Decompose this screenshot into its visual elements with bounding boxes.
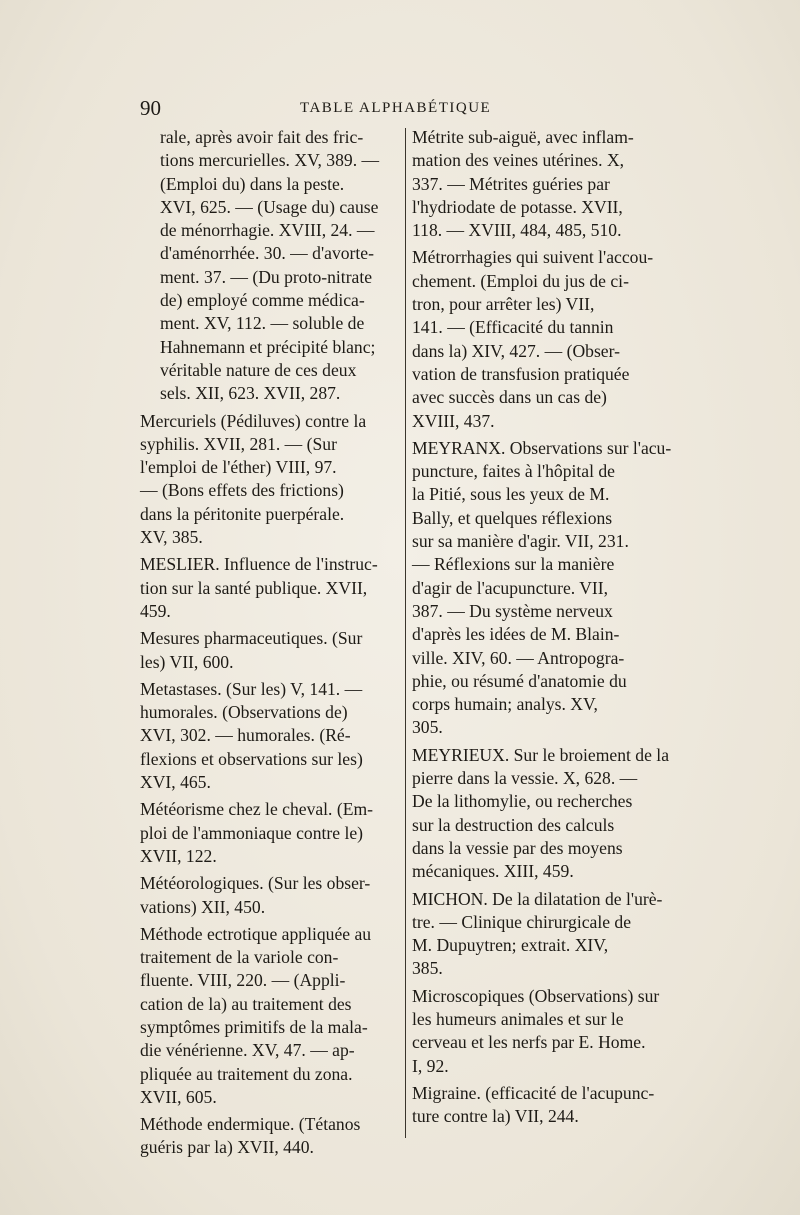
entry-line: Migraine. (efficacité de l'acupunc- bbox=[412, 1082, 655, 1103]
entry-line: les humeurs animales et sur le bbox=[412, 1008, 624, 1029]
entry-line: 305. bbox=[412, 717, 443, 738]
entry-line: sels. XII, 623. XVII, 287. bbox=[160, 383, 341, 404]
entry-line: sur la destruction des calculs bbox=[412, 814, 615, 835]
index-entry bbox=[140, 798, 400, 868]
index-entry bbox=[140, 627, 400, 674]
entry-line: 385. bbox=[412, 958, 443, 979]
entry-line: 459. bbox=[140, 600, 171, 621]
entry-line: — (Bons effets des frictions) bbox=[140, 480, 344, 501]
entry-line: XVI, 465. bbox=[140, 772, 211, 793]
entry-line: MEYRANX. Observations sur l'acu- bbox=[412, 437, 672, 458]
entry-line: l'hydriodate de potasse. XVII, bbox=[412, 196, 623, 217]
entry-line: guéris par la) XVII, 440. bbox=[140, 1137, 314, 1158]
entry-line: tion sur la santé publique. XVII, bbox=[140, 577, 368, 598]
page-number: 90 bbox=[140, 96, 161, 120]
entry-line: MESLIER. Influence de l'instruc- bbox=[140, 554, 378, 575]
entry-line: Météorologiques. (Sur les obser- bbox=[140, 873, 371, 894]
entry-line: flexions et observations sur les) bbox=[140, 748, 363, 769]
entry-line: humorales. (Observations de) bbox=[140, 702, 348, 723]
index-column-left bbox=[140, 126, 400, 1164]
entry-line: Météorisme chez le cheval. (Em- bbox=[140, 799, 374, 820]
entry-line: 118. — XVIII, 484, 485, 510. bbox=[412, 220, 622, 241]
entry-line: I, 92. bbox=[412, 1055, 449, 1076]
index-entry bbox=[412, 437, 672, 740]
index-entry bbox=[412, 1082, 672, 1129]
entry-line: MICHON. De la dilatation de l'urè- bbox=[412, 888, 663, 909]
entry-line: puncture, faites à l'hôpital de bbox=[412, 461, 615, 482]
entry-line: chement. (Emploi du jus de ci- bbox=[412, 270, 629, 291]
entry-line: XVI, 302. — humorales. (Ré- bbox=[140, 725, 351, 746]
entry-line: d'agir de l'acupuncture. VII, bbox=[412, 577, 609, 598]
entry-line: 387. — Du système nerveux bbox=[412, 600, 613, 621]
entry-line: 141. — (Efficacité du tannin bbox=[412, 317, 614, 338]
entry-line: Mesures pharmaceutiques. (Sur bbox=[140, 628, 363, 649]
index-entry bbox=[140, 410, 400, 550]
entry-line: l'emploi de l'éther) VIII, 97. bbox=[140, 457, 337, 478]
entry-line: fluente. VIII, 220. — (Appli- bbox=[140, 970, 346, 991]
running-title: TABLE ALPHABÉTIQUE bbox=[300, 100, 492, 116]
index-entry bbox=[412, 744, 672, 884]
index-entry bbox=[140, 126, 400, 406]
entry-line: ment. 37. — (Du proto-nitrate bbox=[160, 266, 373, 287]
entry-line: de ménorrhagie. XVIII, 24. — bbox=[160, 220, 375, 241]
index-entry bbox=[140, 872, 400, 919]
entry-line: Méthode endermique. (Tétanos bbox=[140, 1114, 361, 1135]
entry-line: Métrite sub-aiguë, avec inflam- bbox=[412, 127, 634, 147]
index-entry bbox=[140, 923, 400, 1109]
entry-line: XVIII, 437. bbox=[412, 410, 495, 431]
entry-line: traitement de la variole con- bbox=[140, 947, 339, 968]
entry-line: symptômes primitifs de la mala- bbox=[140, 1016, 368, 1037]
index-entry bbox=[412, 126, 672, 242]
entry-line: XV, 385. bbox=[140, 527, 203, 548]
entry-line: Metastases. (Sur les) V, 141. — bbox=[140, 678, 363, 699]
entry-line: MEYRIEUX. Sur le broiement de la bbox=[412, 744, 670, 765]
entry-line: avec succès dans un cas de) bbox=[412, 387, 607, 408]
entry-line: Métrorrhagies qui suivent l'accou- bbox=[412, 247, 654, 268]
entry-line: Hahnemann et précipité blanc; bbox=[160, 336, 376, 357]
index-entry bbox=[412, 246, 672, 432]
entry-line: Méthode ectrotique appliquée au bbox=[140, 923, 372, 944]
entry-line: cerveau et les nerfs par E. Home. bbox=[412, 1032, 646, 1053]
column-divider bbox=[405, 128, 406, 1138]
entry-line: vations) XII, 450. bbox=[140, 896, 266, 917]
entry-line: pierre dans la vessie. X, 628. — bbox=[412, 768, 638, 789]
entry-line: die vénérienne. XV, 47. — ap- bbox=[140, 1040, 355, 1061]
page-header bbox=[140, 96, 660, 120]
entry-line: — Réflexions sur la manière bbox=[412, 554, 615, 575]
entry-line: XVII, 605. bbox=[140, 1086, 217, 1107]
entry-line: 337. — Métrites guéries par bbox=[412, 173, 610, 194]
entry-line: XVII, 122. bbox=[140, 845, 217, 866]
entry-line: Bally, et quelques réflexions bbox=[412, 507, 613, 528]
entry-line: vation de transfusion pratiquée bbox=[412, 363, 630, 384]
entry-line: mation des veines utérines. X, bbox=[412, 150, 625, 171]
entry-line: les) VII, 600. bbox=[140, 651, 234, 672]
index-entry bbox=[140, 1113, 400, 1160]
index-column-right bbox=[412, 126, 672, 1132]
entry-line: d'après les idées de M. Blain- bbox=[412, 624, 620, 645]
entry-line: pliquée au traitement du zona. bbox=[140, 1063, 353, 1084]
entry-line: cation de la) au traitement des bbox=[140, 993, 352, 1014]
entry-line: d'aménorrhée. 30. — d'avorte- bbox=[160, 243, 374, 264]
entry-line: M. Dupuytren; extrait. XIV, bbox=[412, 935, 609, 956]
entry-line: De la lithomylie, ou recherches bbox=[412, 791, 633, 812]
entry-line: ploi de l'ammoniaque contre le) bbox=[140, 822, 364, 843]
entry-line: dans la) XIV, 427. — (Obser- bbox=[412, 340, 620, 361]
entry-line: Microscopiques (Observations) sur bbox=[412, 985, 660, 1006]
entry-line: mécaniques. XIII, 459. bbox=[412, 861, 574, 882]
index-entry bbox=[412, 888, 672, 981]
entry-line: XVI, 625. — (Usage du) cause bbox=[160, 196, 379, 217]
entry-line: la Pitié, sous les yeux de M. bbox=[412, 484, 610, 505]
entry-line: ment. XV, 112. — soluble de bbox=[160, 313, 365, 334]
entry-line: Mercuriels (Pédiluves) contre la bbox=[140, 410, 367, 431]
entry-line: syphilis. XVII, 281. — (Sur bbox=[140, 433, 337, 454]
entry-line: (Emploi du) dans la peste. bbox=[160, 173, 345, 194]
entry-line: ville. XIV, 60. — Antropogra- bbox=[412, 647, 625, 668]
index-entry bbox=[140, 678, 400, 794]
entry-line: sur sa manière d'agir. VII, 231. bbox=[412, 531, 629, 552]
entry-line: tre. — Clinique chirurgicale de bbox=[412, 911, 632, 932]
entry-line: de) employé comme médica- bbox=[160, 290, 365, 311]
entry-line: phie, ou résumé d'anatomie du bbox=[412, 670, 627, 691]
entry-line: rale, après avoir fait des fric- bbox=[160, 127, 364, 147]
entry-line: ture contre la) VII, 244. bbox=[412, 1106, 579, 1127]
entry-line: tions mercurielles. XV, 389. — bbox=[160, 150, 380, 171]
entry-line: corps humain; analys. XV, bbox=[412, 694, 598, 715]
entry-line: véritable nature de ces deux bbox=[160, 359, 357, 380]
index-entry bbox=[140, 553, 400, 623]
entry-line: dans la péritonite puerpérale. bbox=[140, 503, 345, 524]
entry-line: dans la vessie par des moyens bbox=[412, 837, 623, 858]
entry-line: tron, pour arrêter les) VII, bbox=[412, 294, 595, 315]
index-entry bbox=[412, 985, 672, 1078]
